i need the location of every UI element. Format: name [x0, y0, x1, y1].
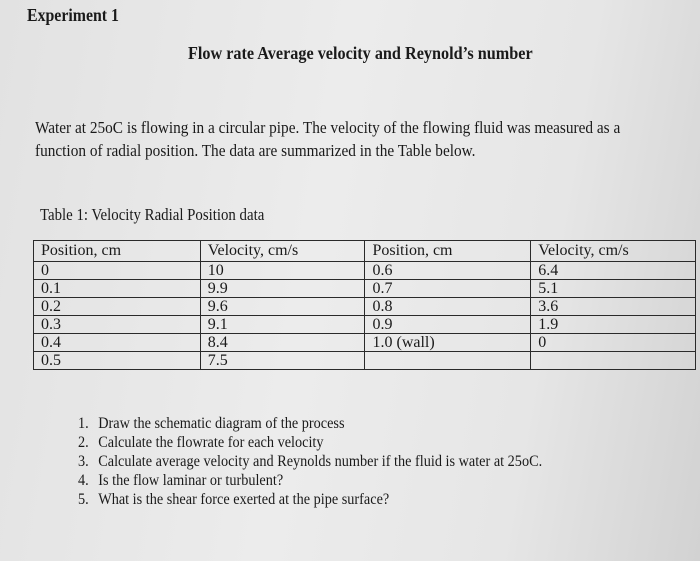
table-cell: 9.6 [200, 298, 365, 316]
table-cell: 9.9 [200, 280, 365, 298]
table-cell: 1.9 [531, 316, 696, 334]
intro-line: function of radial position. The data are summarized in the Table below. [35, 141, 476, 160]
question-item [78, 452, 542, 471]
question-text: Calculate the flowrate for each velocity [98, 434, 324, 451]
experiment-title: Experiment 1 [27, 5, 119, 25]
table-row [34, 298, 696, 316]
table-cell: 0.1 [34, 280, 201, 298]
question-number: 4. [78, 472, 89, 489]
table-cell: 0.5 [34, 352, 201, 370]
document-title: Flow rate Average velocity and Reynold’s number [188, 43, 533, 63]
header-velocity-1: Velocity, cm/s [200, 241, 365, 262]
table-cell: 6.4 [531, 262, 696, 280]
question-number: 2. [78, 434, 89, 451]
table-cell: 3.6 [531, 298, 696, 316]
question-text: What is the shear force exerted at the pipe surface? [98, 491, 390, 508]
question-text: Draw the schematic diagram of the process [98, 415, 345, 432]
table-cell: 5.1 [531, 280, 696, 298]
question-text: Calculate average velocity and Reynolds number if the fluid is water at 25oC. [98, 453, 543, 470]
question-item [78, 471, 542, 490]
table-cell: 0.3 [34, 316, 201, 334]
question-text: Is the flow laminar or turbulent? [98, 472, 284, 489]
question-item [78, 433, 542, 452]
table-row [34, 262, 696, 280]
header-position-2: Position, cm [365, 241, 531, 262]
question-item [78, 414, 542, 433]
table-cell: 0.7 [365, 280, 531, 298]
table-cell: 0.6 [365, 262, 531, 280]
table-row [34, 316, 696, 334]
velocity-table [33, 240, 696, 370]
table-cell: 9.1 [200, 316, 365, 334]
table-cell: 0 [34, 262, 201, 280]
table-cell: 1.0 (wall) [365, 334, 531, 352]
table-row [34, 280, 696, 298]
table-cell: 0.2 [34, 298, 201, 316]
table-cell: 0.8 [365, 298, 531, 316]
question-item [78, 490, 542, 509]
table-row [34, 352, 696, 370]
question-number: 1. [78, 415, 89, 432]
table-cell: 0 [531, 334, 696, 352]
table-cell: 8.4 [200, 334, 365, 352]
table-header-row [34, 241, 696, 262]
table-row [34, 334, 696, 352]
table-cell: 10 [200, 262, 365, 280]
question-number: 5. [78, 491, 89, 508]
question-number: 3. [78, 453, 89, 470]
intro-line: Water at 25oC is flowing in a circular pipe. The velocity of the flowing fluid was measured as a [35, 118, 621, 137]
header-position-1: Position, cm [34, 241, 201, 262]
table-caption: Table 1: Velocity Radial Position data [40, 205, 265, 224]
question-list [78, 414, 583, 509]
table-cell [365, 352, 531, 370]
table-cell: 0.9 [365, 316, 531, 334]
table-cell [531, 352, 696, 370]
table-cell: 7.5 [200, 352, 365, 370]
header-velocity-2: Velocity, cm/s [531, 241, 696, 262]
intro-paragraph [35, 116, 700, 162]
table-cell: 0.4 [34, 334, 201, 352]
